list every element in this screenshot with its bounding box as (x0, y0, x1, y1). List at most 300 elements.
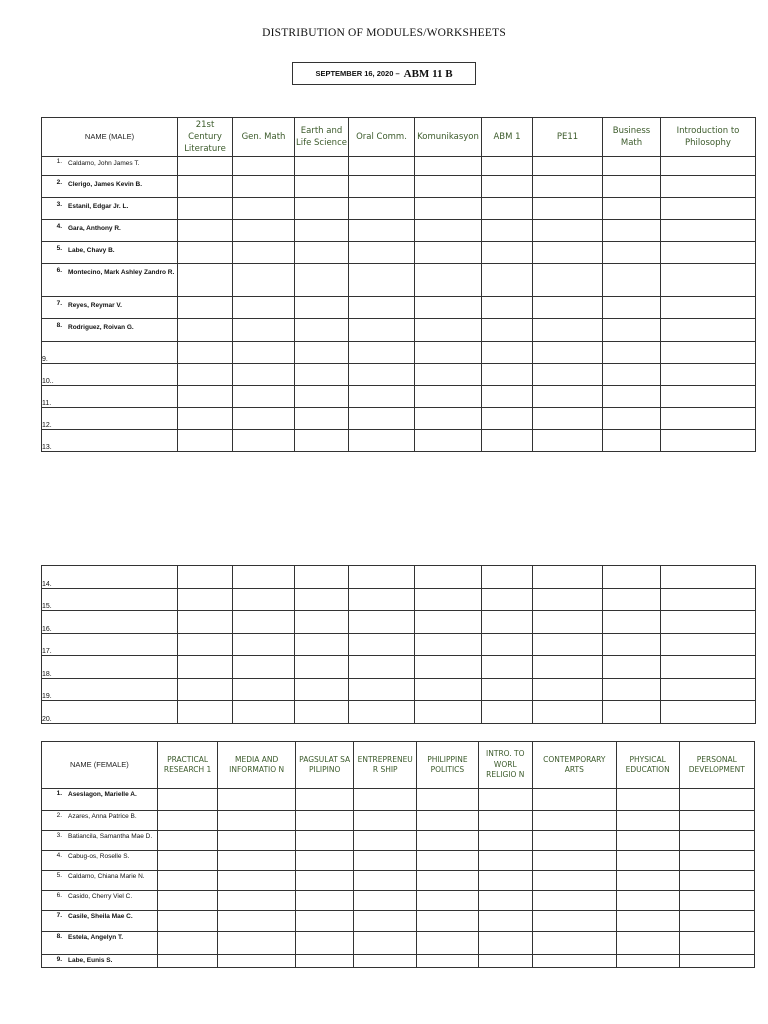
entry-cell[interactable] (616, 891, 679, 911)
entry-cell[interactable] (616, 932, 679, 955)
entry-cell[interactable] (157, 851, 218, 871)
entry-cell[interactable] (482, 611, 533, 634)
entry-cell[interactable] (415, 319, 482, 342)
entry-cell[interactable] (482, 408, 533, 430)
entry-cell[interactable] (349, 157, 415, 176)
entry-cell[interactable] (533, 656, 603, 679)
entry-cell[interactable] (661, 656, 756, 679)
entry-cell[interactable] (349, 176, 415, 198)
entry-cell[interactable] (679, 891, 755, 911)
entry-cell[interactable] (178, 220, 233, 242)
entry-cell[interactable] (349, 408, 415, 430)
entry-cell[interactable] (533, 678, 603, 701)
entry-cell[interactable] (178, 701, 233, 724)
entry-cell[interactable] (295, 319, 349, 342)
entry-cell[interactable] (661, 264, 756, 297)
entry-cell[interactable] (661, 633, 756, 656)
entry-cell[interactable] (178, 297, 233, 319)
entry-cell[interactable] (533, 588, 603, 611)
entry-cell[interactable] (295, 297, 349, 319)
entry-cell[interactable] (417, 789, 479, 811)
entry-cell[interactable] (478, 789, 532, 811)
entry-cell[interactable] (295, 932, 353, 955)
table-row (42, 633, 756, 656)
entry-cell[interactable] (417, 891, 479, 911)
entry-cell[interactable] (349, 701, 415, 724)
entry-cell[interactable] (482, 176, 533, 198)
entry-cell[interactable] (616, 811, 679, 831)
entry-cell[interactable] (233, 220, 295, 242)
entry-cell[interactable] (233, 633, 295, 656)
entry-cell[interactable] (233, 157, 295, 176)
entry-cell[interactable] (178, 588, 233, 611)
entry-cell[interactable] (616, 911, 679, 932)
entry-cell[interactable] (178, 157, 233, 176)
entry-cell[interactable] (533, 701, 603, 724)
entry-cell[interactable] (482, 297, 533, 319)
entry-cell[interactable] (415, 220, 482, 242)
entry-cell[interactable] (295, 242, 349, 264)
entry-cell[interactable] (533, 566, 603, 589)
entry-cell[interactable] (295, 611, 349, 634)
entry-cell[interactable] (295, 566, 349, 589)
entry-cell[interactable] (415, 566, 482, 589)
entry-cell[interactable] (482, 319, 533, 342)
entry-cell[interactable] (354, 891, 417, 911)
table-row (42, 955, 755, 968)
entry-cell[interactable] (295, 911, 353, 932)
entry-cell[interactable] (233, 364, 295, 386)
entry-cell[interactable] (679, 851, 755, 871)
entry-cell[interactable] (415, 408, 482, 430)
entry-cell[interactable] (478, 891, 532, 911)
subject-header: PHYSICAL EDUCATION (616, 742, 679, 789)
entry-cell[interactable] (349, 430, 415, 452)
student-name-cell (42, 789, 158, 811)
entry-cell[interactable] (178, 566, 233, 589)
entry-cell[interactable] (233, 386, 295, 408)
entry-cell[interactable] (349, 342, 415, 364)
entry-cell[interactable] (415, 656, 482, 679)
entry-cell[interactable] (354, 955, 417, 968)
entry-cell[interactable] (478, 955, 532, 968)
entry-cell[interactable] (661, 611, 756, 634)
entry-cell[interactable] (532, 911, 616, 932)
entry-cell[interactable] (679, 871, 755, 891)
entry-cell[interactable] (354, 831, 417, 851)
entry-cell[interactable] (603, 386, 661, 408)
entry-cell[interactable] (218, 911, 296, 932)
entry-cell[interactable] (349, 656, 415, 679)
entry-cell[interactable] (157, 811, 218, 831)
entry-cell[interactable] (157, 831, 218, 851)
entry-cell[interactable] (349, 633, 415, 656)
entry-cell[interactable] (661, 386, 756, 408)
entry-cell[interactable] (482, 633, 533, 656)
entry-cell[interactable] (233, 611, 295, 634)
entry-cell[interactable] (349, 588, 415, 611)
entry-cell[interactable] (661, 701, 756, 724)
entry-cell[interactable] (679, 831, 755, 851)
entry-cell[interactable] (178, 319, 233, 342)
entry-cell[interactable] (349, 242, 415, 264)
entry-cell[interactable] (178, 198, 233, 220)
entry-cell[interactable] (349, 386, 415, 408)
row-number: 1. (56, 790, 62, 797)
student-name: Reyes, Reymar V. (68, 302, 122, 309)
entry-cell[interactable] (349, 364, 415, 386)
row-number: 3. (56, 832, 62, 839)
entry-cell[interactable] (533, 319, 603, 342)
entry-cell[interactable] (178, 408, 233, 430)
entry-cell[interactable] (603, 656, 661, 679)
entry-cell[interactable] (532, 811, 616, 831)
entry-cell[interactable] (218, 811, 296, 831)
entry-cell[interactable] (679, 932, 755, 955)
entry-cell[interactable] (533, 198, 603, 220)
entry-cell[interactable] (533, 611, 603, 634)
entry-cell[interactable] (533, 264, 603, 297)
student-name: Gara, Anthony R. (68, 225, 121, 232)
entry-cell[interactable] (482, 678, 533, 701)
entry-cell[interactable] (178, 656, 233, 679)
entry-cell[interactable] (349, 297, 415, 319)
entry-cell[interactable] (295, 789, 353, 811)
entry-cell[interactable] (482, 342, 533, 364)
entry-cell[interactable] (233, 566, 295, 589)
entry-cell[interactable] (295, 176, 349, 198)
entry-cell[interactable] (415, 588, 482, 611)
entry-cell[interactable] (482, 430, 533, 452)
entry-cell[interactable] (533, 633, 603, 656)
entry-cell[interactable] (417, 811, 479, 831)
entry-cell[interactable] (482, 364, 533, 386)
student-name-cell (42, 176, 178, 198)
entry-cell[interactable] (233, 656, 295, 679)
entry-cell[interactable] (178, 342, 233, 364)
entry-cell[interactable] (616, 955, 679, 968)
entry-cell[interactable] (532, 831, 616, 851)
entry-cell[interactable] (661, 430, 756, 452)
entry-cell[interactable] (532, 789, 616, 811)
entry-cell[interactable] (603, 588, 661, 611)
entry-cell[interactable] (532, 932, 616, 955)
entry-cell[interactable] (295, 386, 349, 408)
entry-cell[interactable] (533, 297, 603, 319)
entry-cell[interactable] (218, 871, 296, 891)
entry-cell[interactable] (233, 678, 295, 701)
entry-cell[interactable] (482, 386, 533, 408)
entry-cell[interactable] (478, 831, 532, 851)
entry-cell[interactable] (616, 831, 679, 851)
student-name: Caldamo, John James T. (68, 160, 140, 167)
entry-cell[interactable] (354, 851, 417, 871)
entry-cell[interactable] (157, 955, 218, 968)
entry-cell[interactable] (532, 955, 616, 968)
entry-cell[interactable] (661, 198, 756, 220)
entry-cell[interactable] (218, 891, 296, 911)
entry-cell[interactable] (482, 656, 533, 679)
entry-cell[interactable] (661, 408, 756, 430)
row-number: 8. (56, 322, 62, 329)
table-row (42, 430, 756, 452)
entry-cell[interactable] (157, 911, 218, 932)
entry-cell[interactable] (295, 588, 349, 611)
entry-cell[interactable] (603, 264, 661, 297)
entry-cell[interactable] (415, 633, 482, 656)
entry-cell[interactable] (478, 871, 532, 891)
entry-cell[interactable] (178, 678, 233, 701)
entry-cell[interactable] (417, 831, 479, 851)
entry-cell[interactable] (349, 678, 415, 701)
entry-cell[interactable] (679, 789, 755, 811)
entry-cell[interactable] (233, 198, 295, 220)
entry-cell[interactable] (533, 220, 603, 242)
entry-cell[interactable] (533, 408, 603, 430)
entry-cell[interactable] (616, 851, 679, 871)
entry-cell[interactable] (349, 198, 415, 220)
entry-cell[interactable] (295, 851, 353, 871)
entry-cell[interactable] (354, 911, 417, 932)
entry-cell[interactable] (482, 701, 533, 724)
entry-cell[interactable] (482, 157, 533, 176)
entry-cell[interactable] (233, 430, 295, 452)
entry-cell[interactable] (349, 319, 415, 342)
row-number: 12. (42, 408, 178, 430)
entry-cell[interactable] (679, 955, 755, 968)
entry-cell[interactable] (415, 297, 482, 319)
entry-cell[interactable] (661, 242, 756, 264)
entry-cell[interactable] (295, 342, 349, 364)
entry-cell[interactable] (603, 701, 661, 724)
entry-cell[interactable] (354, 789, 417, 811)
entry-cell[interactable] (482, 566, 533, 589)
table-row (42, 611, 756, 634)
entry-cell[interactable] (603, 220, 661, 242)
entry-cell[interactable] (354, 932, 417, 955)
entry-cell[interactable] (417, 955, 479, 968)
entry-cell[interactable] (533, 242, 603, 264)
entry-cell[interactable] (233, 319, 295, 342)
entry-cell[interactable] (482, 588, 533, 611)
entry-cell[interactable] (415, 342, 482, 364)
entry-cell[interactable] (603, 342, 661, 364)
entry-cell[interactable] (415, 678, 482, 701)
entry-cell[interactable] (295, 656, 349, 679)
entry-cell[interactable] (533, 157, 603, 176)
entry-cell[interactable] (178, 364, 233, 386)
entry-cell[interactable] (482, 198, 533, 220)
entry-cell[interactable] (233, 701, 295, 724)
entry-cell[interactable] (295, 408, 349, 430)
entry-cell[interactable] (661, 220, 756, 242)
entry-cell[interactable] (417, 851, 479, 871)
entry-cell[interactable] (603, 157, 661, 176)
entry-cell[interactable] (178, 633, 233, 656)
entry-cell[interactable] (218, 851, 296, 871)
entry-cell[interactable] (157, 871, 218, 891)
entry-cell[interactable] (532, 891, 616, 911)
entry-cell[interactable] (295, 157, 349, 176)
table-row (42, 701, 756, 724)
entry-cell[interactable] (679, 911, 755, 932)
student-name: Aseslagon, Marielle A. (68, 791, 137, 798)
entry-cell[interactable] (415, 386, 482, 408)
entry-cell[interactable] (603, 430, 661, 452)
student-name-cell (42, 891, 158, 911)
entry-cell[interactable] (661, 176, 756, 198)
student-name: Labe, Eunis S. (68, 957, 113, 964)
entry-cell[interactable] (178, 611, 233, 634)
entry-cell[interactable] (616, 871, 679, 891)
entry-cell[interactable] (233, 176, 295, 198)
row-number: 19. (42, 678, 178, 701)
entry-cell[interactable] (533, 386, 603, 408)
entry-cell[interactable] (295, 678, 349, 701)
entry-cell[interactable] (482, 242, 533, 264)
entry-cell[interactable] (603, 408, 661, 430)
entry-cell[interactable] (603, 678, 661, 701)
entry-cell[interactable] (349, 566, 415, 589)
entry-cell[interactable] (354, 871, 417, 891)
entry-cell[interactable] (533, 176, 603, 198)
entry-cell[interactable] (354, 811, 417, 831)
entry-cell[interactable] (616, 789, 679, 811)
entry-cell[interactable] (603, 633, 661, 656)
entry-cell[interactable] (233, 588, 295, 611)
table-row (42, 157, 756, 176)
entry-cell[interactable] (157, 932, 218, 955)
entry-cell[interactable] (295, 264, 349, 297)
entry-cell[interactable] (532, 871, 616, 891)
entry-cell[interactable] (233, 342, 295, 364)
entry-cell[interactable] (603, 198, 661, 220)
entry-cell[interactable] (218, 955, 296, 968)
entry-cell[interactable] (295, 430, 349, 452)
entry-cell[interactable] (478, 811, 532, 831)
row-number: 2. (56, 812, 62, 819)
entry-cell[interactable] (679, 811, 755, 831)
entry-cell[interactable] (415, 242, 482, 264)
table-row (42, 408, 756, 430)
entry-cell[interactable] (295, 701, 349, 724)
entry-cell[interactable] (417, 932, 479, 955)
name-male-header: NAME (MALE) (42, 118, 178, 157)
subject-header: PE11 (533, 118, 603, 157)
entry-cell[interactable] (295, 891, 353, 911)
table-row (42, 242, 756, 264)
table-row (42, 656, 756, 679)
student-name: Rodriguez, Roivan G. (68, 324, 134, 331)
table-row (42, 891, 755, 911)
entry-cell[interactable] (482, 264, 533, 297)
entry-cell[interactable] (532, 851, 616, 871)
entry-cell[interactable] (533, 342, 603, 364)
entry-cell[interactable] (349, 611, 415, 634)
entry-cell[interactable] (178, 176, 233, 198)
entry-cell[interactable] (533, 430, 603, 452)
entry-cell[interactable] (295, 871, 353, 891)
entry-cell[interactable] (415, 701, 482, 724)
entry-cell[interactable] (603, 611, 661, 634)
entry-cell[interactable] (661, 157, 756, 176)
entry-cell[interactable] (603, 297, 661, 319)
entry-cell[interactable] (661, 364, 756, 386)
entry-cell[interactable] (295, 633, 349, 656)
entry-cell[interactable] (295, 811, 353, 831)
entry-cell[interactable] (233, 264, 295, 297)
entry-cell[interactable] (417, 871, 479, 891)
row-number: 9. (42, 342, 178, 364)
subject-header: Earth and Life Science (295, 118, 349, 157)
row-number: 2. (56, 179, 62, 186)
entry-cell[interactable] (218, 831, 296, 851)
entry-cell[interactable] (661, 566, 756, 589)
entry-cell[interactable] (603, 242, 661, 264)
subject-header: CONTEMPORARY ARTS (532, 742, 616, 789)
entry-cell[interactable] (415, 157, 482, 176)
entry-cell[interactable] (415, 176, 482, 198)
entry-cell[interactable] (295, 364, 349, 386)
entry-cell[interactable] (178, 430, 233, 452)
entry-cell[interactable] (157, 789, 218, 811)
entry-cell[interactable] (178, 386, 233, 408)
entry-cell[interactable] (233, 242, 295, 264)
entry-cell[interactable] (482, 220, 533, 242)
entry-cell[interactable] (178, 264, 233, 297)
entry-cell[interactable] (295, 955, 353, 968)
entry-cell[interactable] (661, 678, 756, 701)
entry-cell[interactable] (603, 176, 661, 198)
entry-cell[interactable] (661, 297, 756, 319)
entry-cell[interactable] (295, 831, 353, 851)
entry-cell[interactable] (218, 789, 296, 811)
entry-cell[interactable] (478, 851, 532, 871)
entry-cell[interactable] (415, 264, 482, 297)
entry-cell[interactable] (478, 932, 532, 955)
entry-cell[interactable] (178, 242, 233, 264)
entry-cell[interactable] (295, 198, 349, 220)
entry-cell[interactable] (218, 932, 296, 955)
table-row (42, 319, 756, 342)
entry-cell[interactable] (415, 611, 482, 634)
entry-cell[interactable] (233, 297, 295, 319)
entry-cell[interactable] (603, 319, 661, 342)
entry-cell[interactable] (295, 220, 349, 242)
entry-cell[interactable] (349, 220, 415, 242)
entry-cell[interactable] (415, 364, 482, 386)
entry-cell[interactable] (415, 198, 482, 220)
entry-cell[interactable] (603, 566, 661, 589)
entry-cell[interactable] (233, 408, 295, 430)
row-number: 5. (56, 245, 62, 252)
table-row (42, 871, 755, 891)
entry-cell[interactable] (603, 364, 661, 386)
entry-cell[interactable] (533, 364, 603, 386)
entry-cell[interactable] (661, 588, 756, 611)
subject-header: ENTREPRENEU R SHIP (354, 742, 417, 789)
entry-cell[interactable] (478, 911, 532, 932)
student-name-cell (42, 955, 158, 968)
entry-cell[interactable] (349, 264, 415, 297)
entry-cell[interactable] (157, 891, 218, 911)
entry-cell[interactable] (661, 342, 756, 364)
row-number: 20. (42, 701, 178, 724)
entry-cell[interactable] (661, 319, 756, 342)
entry-cell[interactable] (415, 430, 482, 452)
document-title: DISTRIBUTION OF MODULES/WORKSHEETS (262, 27, 506, 39)
entry-cell[interactable] (417, 911, 479, 932)
